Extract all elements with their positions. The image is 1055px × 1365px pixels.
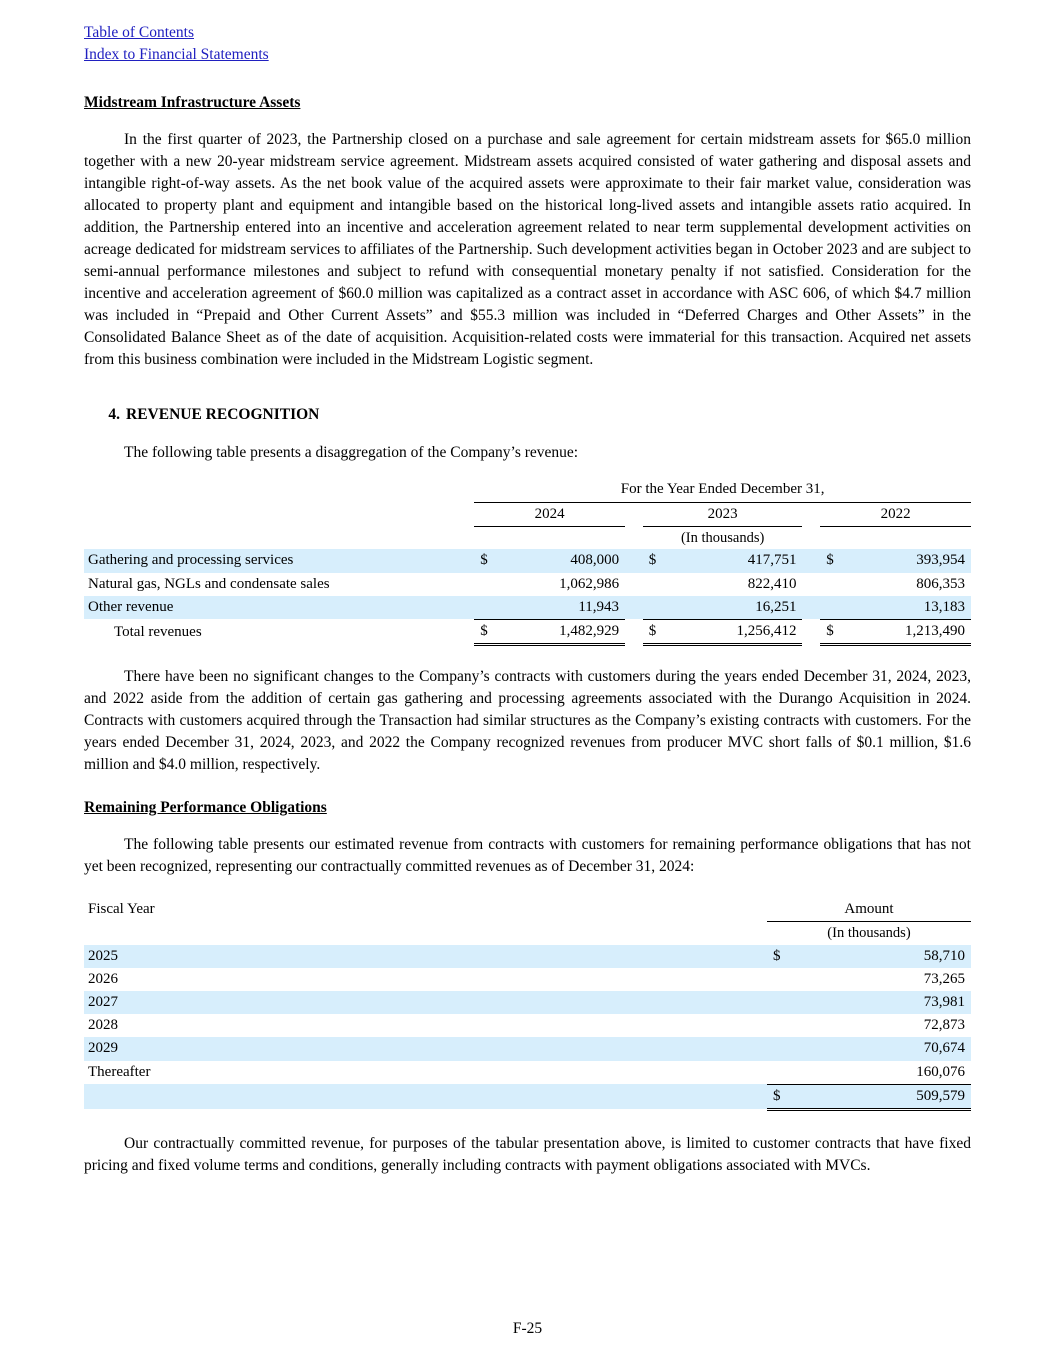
total-value-2024: 1,482,929 xyxy=(501,619,625,644)
obligations-table-wrapper xyxy=(84,898,971,1111)
total-currency: $ xyxy=(767,1084,794,1109)
row-label: Gathering and processing services xyxy=(88,552,294,569)
total-currency-2022: $ xyxy=(820,619,847,644)
row-currency-2024: $ xyxy=(480,552,488,569)
row-amount: 72,873 xyxy=(923,1017,965,1034)
row-year: 2028 xyxy=(88,1017,118,1034)
table-row xyxy=(84,1061,971,1085)
total-amount: 509,579 xyxy=(794,1084,971,1109)
table-row-total xyxy=(84,619,971,644)
page-number: F-25 xyxy=(512,1320,543,1338)
row-year: 2029 xyxy=(88,1040,118,1057)
row-value-2024: 1,062,986 xyxy=(559,575,620,592)
row-currency xyxy=(767,991,794,1014)
table-row-units xyxy=(84,526,971,549)
row-year: Thereafter xyxy=(88,1064,151,1081)
row-currency xyxy=(767,1061,794,1085)
top-navigation-links xyxy=(84,22,971,67)
table-row-superheader xyxy=(84,478,971,502)
row-currency-2022 xyxy=(820,573,847,596)
remaining-performance-lead: The following table presents our estimated revenue from contracts with customers for remaining performance obligations that has not yet been recognized, representing our contractually committed revenues as of December 31, 2024: xyxy=(84,835,971,875)
table-row xyxy=(84,991,971,1014)
row-value-2023: 417,751 xyxy=(747,552,797,569)
revenue-followup-paragraph: There have been no significant changes to the Company’s contracts with customers during the years ended December 31, 2024, 2023, and 2022 aside from the addition of certain gas gathering and processing agreements associated with the Durango Acquisition in 2024. Contracts with customers acquired through the Transaction had similar structures as the Company’s existing contracts with customers. For the years ended December 31, 2024, 2023, and 2022 the Company recognized revenues from producer MVC short falls of $0.1 million, $1.6 million and $4.0 million, respectively. xyxy=(84,668,971,774)
remaining-performance-obligations-heading: Remaining Performance Obligations xyxy=(84,799,327,817)
row-currency xyxy=(767,1014,794,1037)
total-value-2023: 1,256,412 xyxy=(669,619,802,644)
row-currency-2023 xyxy=(643,573,670,596)
row-value-2022: 13,183 xyxy=(847,596,971,620)
table-row xyxy=(84,945,971,968)
row-currency-2022 xyxy=(820,596,847,620)
row-currency-2022: $ xyxy=(826,552,834,569)
table-row-column-headers xyxy=(84,502,971,526)
revenue-super-header: For the Year Ended December 31, xyxy=(474,478,971,502)
total-currency-2024: $ xyxy=(474,619,501,644)
revenue-disaggregation-table xyxy=(84,478,971,646)
midstream-infrastructure-heading: Midstream Infrastructure Assets xyxy=(84,93,301,111)
col-header-2023: 2023 xyxy=(643,502,803,526)
section-title: REVENUE RECOGNITION xyxy=(126,405,320,423)
row-value-2023: 822,410 xyxy=(747,575,797,592)
row-value-2024: 408,000 xyxy=(570,552,620,569)
row-currency xyxy=(767,968,794,991)
row-value-2022: 806,353 xyxy=(916,575,965,592)
row-currency-2024 xyxy=(474,596,501,620)
row-currency-2023 xyxy=(643,596,670,620)
total-row-label: Total revenues xyxy=(114,624,202,641)
page-footer xyxy=(0,1319,1055,1339)
table-row xyxy=(84,549,971,572)
row-label: Natural gas, NGLs and condensate sales xyxy=(88,575,330,592)
row-currency: $ xyxy=(772,947,781,964)
row-amount: 70,674 xyxy=(923,1040,965,1057)
table-row xyxy=(84,968,971,991)
row-value-2022: 393,954 xyxy=(916,552,965,569)
revenue-table-wrapper xyxy=(84,478,971,646)
row-amount: 160,076 xyxy=(794,1061,971,1085)
fiscal-year-header: Fiscal Year xyxy=(88,901,155,918)
row-value-2023: 16,251 xyxy=(669,596,802,620)
closing-paragraph: Our contractually committed revenue, for purposes of the tabular presentation above, is limited to customer contracts that have fixed pricing and fixed volume terms and conditions, generally including contracts with payment obligations associated with MVCs. xyxy=(84,1134,971,1174)
table-row xyxy=(84,1014,971,1037)
table-row-headers xyxy=(84,898,971,922)
table-row-total xyxy=(84,1084,971,1109)
midstream-paragraph: In the first quarter of 2023, the Partnership closed on a purchase and sale agreement for certain midstream assets for $65.0 million together with a new 20-year midstream service agreement. Midstream assets acquired consisted of water gathering and disposal assets and intangible right-of-way assets. As the net book value of the acquired assets were approximate to their fair market value, consideration was allocated to property plant and equipment and intangible based on the historical long-lived assets and intangible assets ratio acquired. In addition, the Partnership entered into an incentive and acceleration agreement related to near term supplemental development activities on acreage dedicated for midstream services to affiliates of the Partnership. Such development activities began in October 2023 and are subject to semi-annual performance milestones and subject to refund with consequential monetary penalty if not satisfied. Consideration for the incentive and acceleration agreement of $60.0 million was capitalized as a contract asset in accordance with ASC 606, of which $4.7 million was included in “Prepaid and Other Current Assets” and $55.3 million was included in “Deferred Charges and Other Assets” in the Consolidated Balance Sheet as of the date of acquisition. Acquisition-related costs were immaterial for this transaction. Acquired net assets from this business combination were included in the Midstream Logistic segment. xyxy=(84,130,971,368)
obligations-units-label: (In thousands) xyxy=(827,925,911,942)
amount-header: Amount xyxy=(767,898,971,922)
table-row xyxy=(84,573,971,596)
row-currency-2024 xyxy=(474,573,501,596)
table-row xyxy=(84,1037,971,1060)
table-of-contents-link[interactable]: Table of Contents xyxy=(84,24,194,41)
row-amount: 58,710 xyxy=(923,947,965,964)
col-header-2022: 2022 xyxy=(820,502,971,526)
table-row-units xyxy=(84,922,971,945)
row-year: 2027 xyxy=(88,994,118,1011)
revenue-table-lead: The following table presents a disaggregation of the Company’s revenue: xyxy=(124,443,579,461)
row-currency-2023: $ xyxy=(648,552,657,569)
row-year: 2026 xyxy=(88,970,118,987)
total-value-2022: 1,213,490 xyxy=(847,619,971,644)
revenue-recognition-heading xyxy=(84,405,971,425)
row-amount: 73,981 xyxy=(923,994,965,1011)
total-currency-2023: $ xyxy=(643,619,670,644)
total-row-label xyxy=(84,1084,740,1109)
revenue-units-label: (In thousands) xyxy=(680,529,765,546)
remaining-performance-obligations-table xyxy=(84,898,971,1111)
col-header-2024: 2024 xyxy=(474,502,625,526)
row-label: Other revenue xyxy=(88,599,174,616)
section-number: 4. xyxy=(108,405,120,423)
row-year: 2025 xyxy=(88,947,118,964)
row-value-2024: 11,943 xyxy=(501,596,625,620)
index-to-financial-statements-link[interactable]: Index to Financial Statements xyxy=(84,46,269,64)
table-row xyxy=(84,596,971,620)
row-amount: 73,265 xyxy=(923,970,965,987)
row-currency xyxy=(767,1037,794,1060)
